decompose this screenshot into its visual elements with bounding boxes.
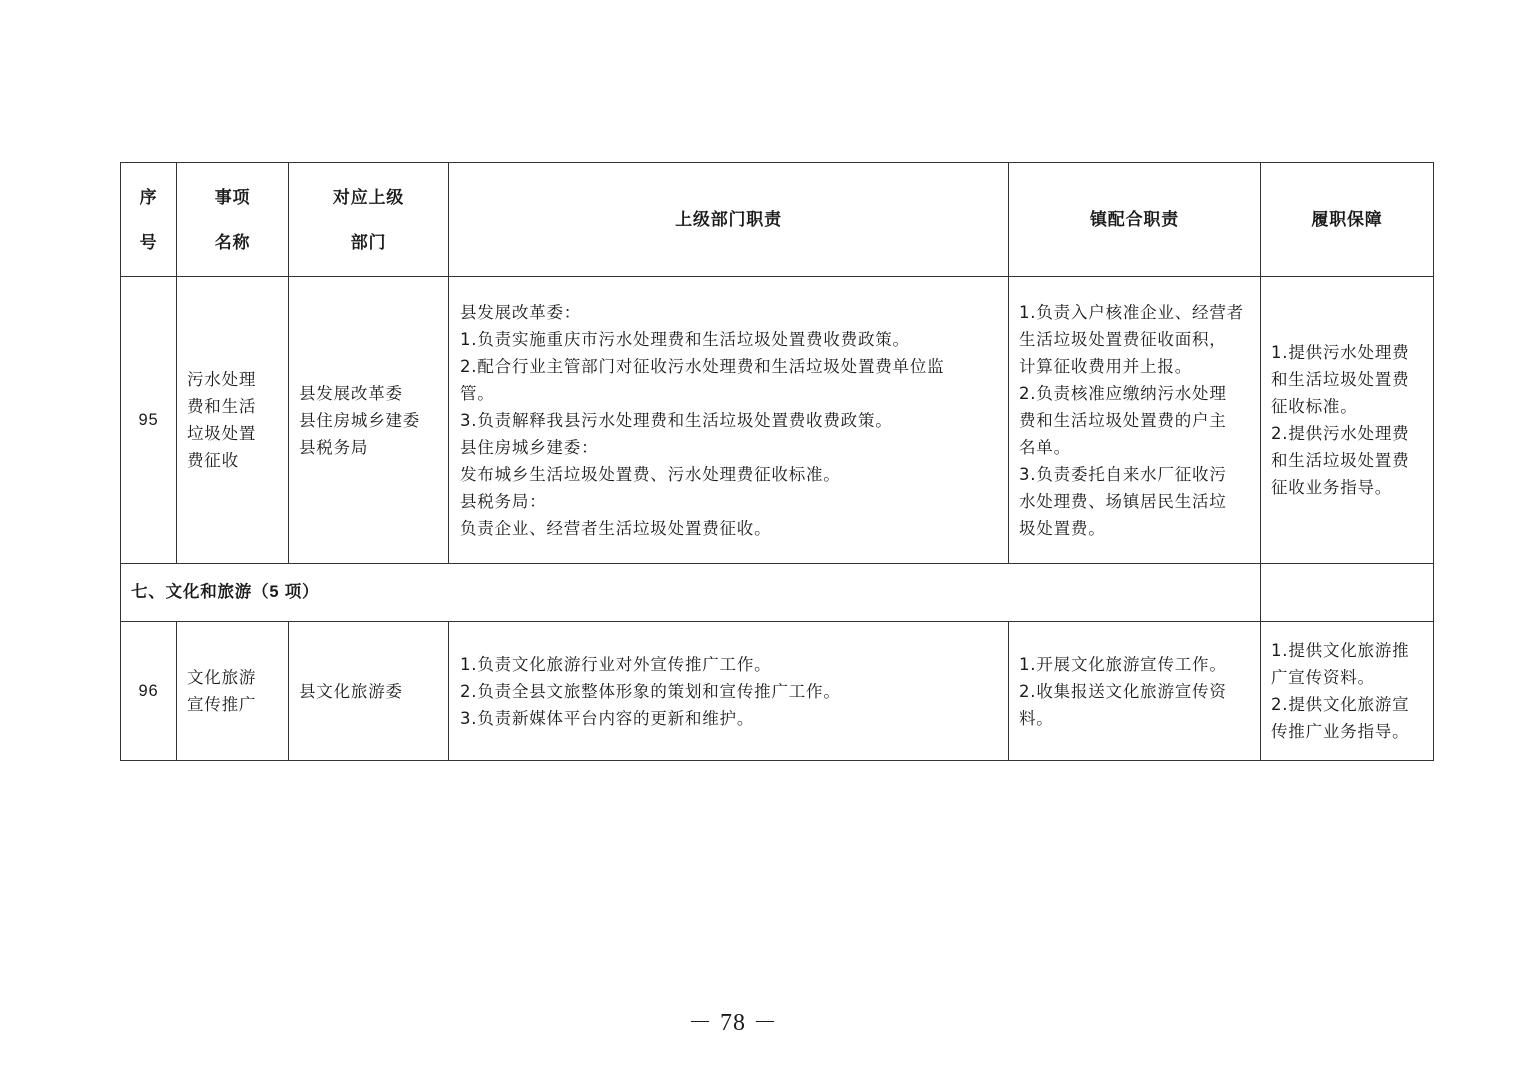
item-name-line: 文化旅游: [187, 668, 257, 687]
table-row: [121, 622, 1434, 761]
upper-duty-line: 1.负责文化旅游行业对外宣传推广工作。: [460, 654, 772, 674]
town-duty-line: 1.负责入户核准企业、经营者: [1019, 302, 1244, 322]
department-line: 县发展改革委: [299, 383, 403, 403]
town-duty-line: 2.负责核准应缴纳污水处理: [1019, 383, 1227, 403]
upper-duty-line: 管。: [460, 383, 495, 403]
row-item-name: [177, 277, 289, 564]
item-name-line: 费和生活: [187, 397, 257, 416]
guarantee-line: 征收业务指导。: [1271, 478, 1393, 497]
town-duty-line: 3.负责委托自来水厂征收污: [1019, 464, 1227, 484]
town-duty-line: 2.收集报送文化旅游宣传资: [1019, 681, 1227, 701]
row-town-duties: [1009, 622, 1261, 761]
duty-table: [120, 162, 1434, 761]
town-duty-line: 水处理费、场镇居民生活垃: [1019, 491, 1227, 511]
department-line: 县文化旅游委: [299, 681, 403, 701]
town-duty-line: 圾处置费。: [1019, 518, 1106, 538]
upper-duty-line: 负责企业、经营者生活垃圾处置费征收。: [460, 518, 772, 538]
header-department: [289, 163, 449, 277]
town-duty-line: 名单。: [1019, 437, 1071, 457]
guarantee-line: 传推广业务指导。: [1271, 722, 1410, 741]
header-item-line: 事项: [214, 187, 251, 207]
upper-duty-line: 1.负责实施重庆市污水处理费和生活垃圾处置费收费政策。: [460, 329, 910, 349]
upper-duty-line: 2.负责全县文旅整体形象的策划和宣传推广工作。: [460, 681, 841, 701]
row-upper-duties: [449, 277, 1009, 564]
guarantee-line: 征收标准。: [1271, 397, 1358, 416]
guarantee-line: 2.提供文化旅游宣: [1271, 695, 1410, 714]
row-department: [289, 622, 449, 761]
row-guarantee: [1261, 622, 1434, 761]
item-name-line: 垃圾处置: [187, 424, 257, 443]
guarantee-line: 和生活垃圾处置费: [1271, 451, 1410, 470]
row-upper-duties: [449, 622, 1009, 761]
department-line: 县住房城乡建委: [299, 410, 421, 430]
header-seq-line: 号: [139, 232, 158, 252]
row-guarantee: [1261, 277, 1434, 564]
section-title: 七、文化和旅游（5 项）: [121, 564, 1261, 622]
row-seq: 96: [121, 622, 177, 761]
upper-duty-line: 3.负责新媒体平台内容的更新和维护。: [460, 708, 755, 728]
header-dept-line: 对应上级: [332, 187, 405, 207]
town-duty-line: 1.开展文化旅游宣传工作。: [1019, 654, 1227, 674]
town-duty-line: 料。: [1019, 708, 1054, 728]
page-number: － 78 －: [688, 1010, 778, 1036]
row-town-duties: [1009, 277, 1261, 564]
table-header-row: [121, 163, 1434, 277]
header-upper-duties: 上级部门职责: [449, 163, 1009, 277]
header-seq-line: 序: [139, 187, 158, 207]
header-town-duties: 镇配合职责: [1009, 163, 1261, 277]
upper-duty-line: 县税务局：: [460, 491, 547, 511]
town-duty-line: 费和生活垃圾处置费的户主: [1019, 410, 1227, 430]
header-item-line: 名称: [214, 232, 251, 252]
header-seq: [121, 163, 177, 277]
header-item-name: [177, 163, 289, 277]
row-item-name: [177, 622, 289, 761]
row-seq: 95: [121, 277, 177, 564]
town-duty-line: 计算征收费用并上报。: [1019, 356, 1192, 376]
guarantee-line: 2.提供污水处理费: [1271, 424, 1410, 443]
upper-duty-line: 3.负责解释我县污水处理费和生活垃圾处置费收费政策。: [460, 410, 893, 430]
department-line: 县税务局: [299, 437, 369, 457]
item-name-line: 费征收: [187, 451, 239, 470]
table-row: [121, 277, 1434, 564]
section-row: [121, 564, 1434, 622]
upper-duty-line: 县住房城乡建委：: [460, 437, 599, 457]
guarantee-line: 1.提供文化旅游推: [1271, 641, 1410, 660]
upper-duty-line: 发布城乡生活垃圾处置费、污水处理费征收标准。: [460, 464, 841, 484]
row-department: [289, 277, 449, 564]
header-guarantee: 履职保障: [1261, 163, 1434, 277]
guarantee-line: 和生活垃圾处置费: [1271, 370, 1410, 389]
guarantee-line: 1.提供污水处理费: [1271, 343, 1410, 362]
item-name-line: 污水处理: [187, 370, 257, 389]
town-duty-line: 生活垃圾处置费征收面积，: [1019, 329, 1227, 349]
section-empty-cell: [1261, 564, 1434, 622]
upper-duty-line: 县发展改革委：: [460, 302, 582, 322]
header-dept-line: 部门: [350, 232, 387, 252]
guarantee-line: 广宣传资料。: [1271, 668, 1375, 687]
item-name-line: 宣传推广: [187, 695, 257, 714]
upper-duty-line: 2.配合行业主管部门对征收污水处理费和生活垃圾处置费单位监: [460, 356, 945, 376]
